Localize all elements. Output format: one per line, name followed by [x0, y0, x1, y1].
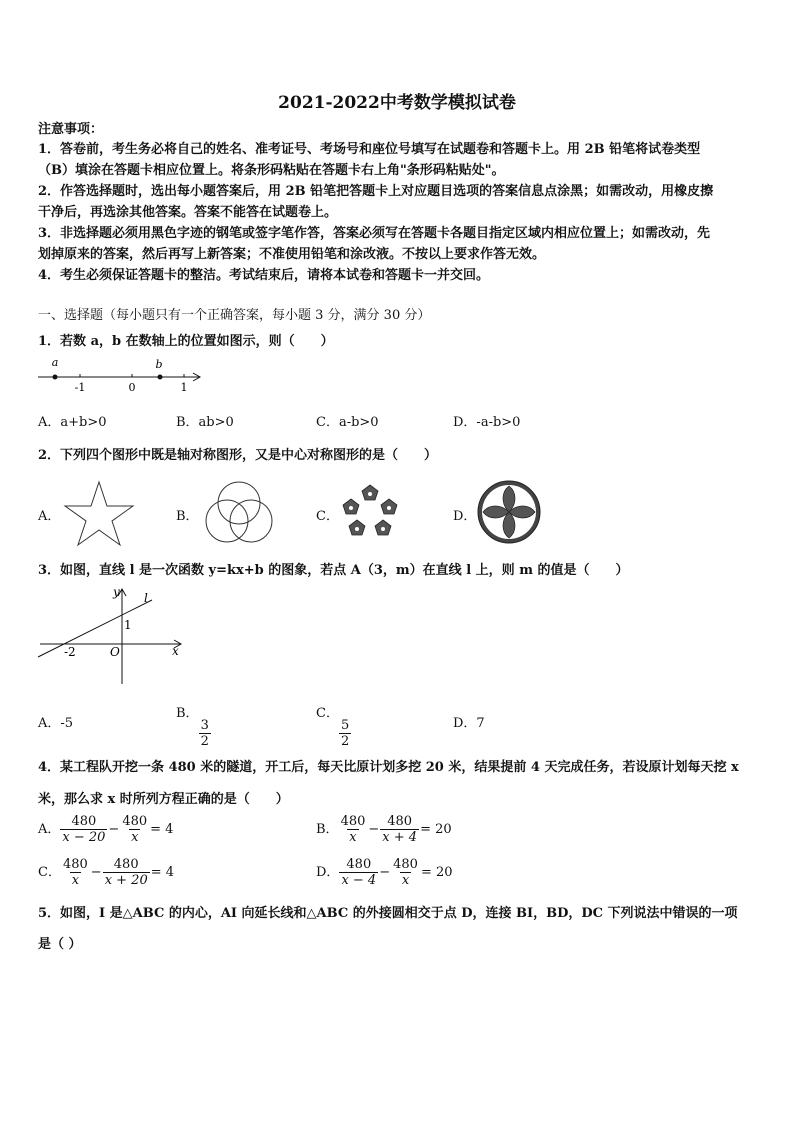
x-axis-label: x: [172, 644, 179, 658]
origin-label: O: [110, 645, 120, 659]
notice-line-5: 3．非选择题必须用黑色字迹的钢笔或签字笔作答，答案必须写在答题卡各题目指定区域内相应位置上；如需改动，先: [38, 226, 711, 241]
notice-line-2: （B）填涂在答题卡相应位置上。将条形码粘贴在答题卡右上角"条形码粘贴处"。: [38, 163, 505, 178]
star-figure: [62, 478, 136, 548]
q4-option-b: B． $\frac{480}{x}$ − $\frac{480}{x + 4}$ = 20: [316, 814, 452, 845]
tick-label-1: 1: [180, 381, 188, 394]
q1-option-a: A．a+b>0: [38, 415, 107, 430]
notice-line-7: 4．考生必须保证答题卡的整洁。考试结束后，请将本试卷和答题卡一并交回。: [38, 268, 490, 283]
notice-line-4: 干净后，再选涂其他答案。答案不能答在试题卷上。: [38, 205, 338, 220]
q1-option-d: D．-a-b>0: [453, 415, 521, 430]
q1-option-b: B．ab>0: [176, 415, 234, 430]
question-5-line-1: 5．如图，I 是△ABC 的内心，AI 向延长线和△ABC 的外接圆相交于点 D，连接 BI，BD，DC 下列说法中错误的一项: [38, 906, 738, 921]
q2-label-c: C．: [316, 509, 339, 524]
intercept-label-1: 1: [124, 618, 132, 632]
question-2-stem: 2．下列四个图形中既是轴对称图形，又是中心对称图形的是（ ）: [38, 448, 438, 463]
tick-label-neg1: -1: [74, 381, 86, 394]
intercept-label-neg2: -2: [64, 645, 76, 659]
section-heading: 一、选择题（每小题只有一个正确答案，每小题 3 分，满分 30 分）: [38, 308, 431, 323]
q4-option-c: C． $\frac{480}{x}$ − $\frac{480}{x + 20}$ = 4: [38, 857, 175, 888]
tick-label-0: 0: [128, 381, 136, 394]
q2-label-b: B．: [176, 509, 199, 524]
pentagons-figure: [338, 482, 402, 544]
line-label-l: l: [144, 591, 148, 605]
page-title: 2021-2022中考数学模拟试卷: [278, 93, 516, 113]
notice-heading: 注意事项：: [38, 122, 104, 137]
line-l: [38, 600, 152, 657]
point-b: [158, 375, 163, 380]
linear-function-graph: [34, 584, 194, 688]
q3-option-c: C． $\frac{5}{2}$: [316, 706, 350, 749]
q4-option-a: A． $\frac{480}{x - 20}$ − $\frac{480}{x}$ = 4: [38, 814, 174, 845]
notice-line-6: 划掉原来的答案，然后再写上新答案；不准使用铅笔和涂改液。不按以上要求作答无效。: [38, 247, 546, 262]
question-4-line-2: 米，那么求 x 时所列方程正确的是（ ）: [38, 792, 289, 807]
q1-option-c: C．a-b>0: [316, 415, 379, 430]
q3-option-d: D．7: [453, 716, 485, 731]
three-circles-figure: [200, 476, 278, 550]
number-line-figure: [34, 352, 209, 394]
question-1-stem: 1．若数 a，b 在数轴上的位置如图示，则（ ）: [38, 334, 334, 349]
label-b: b: [155, 358, 163, 371]
question-5-line-2: 是（ ）: [38, 937, 82, 952]
q2-label-d: D．: [453, 509, 477, 524]
q2-label-a: A．: [38, 509, 61, 524]
question-3-stem: 3．如图，直线 l 是一次函数 y=kx+b 的图象，若点 A（3，m）在直线 l 上，则 m 的值是（ ）: [38, 563, 629, 578]
q3-option-a: A．-5: [38, 716, 74, 731]
q4-option-d: D． $\frac{480}{x - 4}$ − $\frac{480}{x}$ = 20: [316, 857, 453, 888]
y-axis-label: y: [113, 585, 120, 599]
point-a: [53, 375, 58, 380]
notice-line-3: 2．作答选择题时，选出每小题答案后，用 2B 铅笔把答题卡上对应题目选项的答案信息点涂黑；如需改动，用橡皮擦: [38, 184, 714, 199]
notice-line-1: 1．答卷前，考生务必将自己的姓名、准考证号、考场号和座位号填写在试题卷和答题卡上。用 2B 铅笔将试卷类型: [38, 142, 701, 157]
petal-circle-figure: [475, 478, 543, 546]
label-a: a: [51, 356, 59, 369]
q3-option-b: B． $\frac{3}{2}$: [176, 706, 209, 749]
question-4-line-1: 4．某工程队开挖一条 480 米的隧道，开工后，每天比原计划多挖 20 米，结果提前 4 天完成任务，若设原计划每天挖 x: [38, 760, 739, 775]
